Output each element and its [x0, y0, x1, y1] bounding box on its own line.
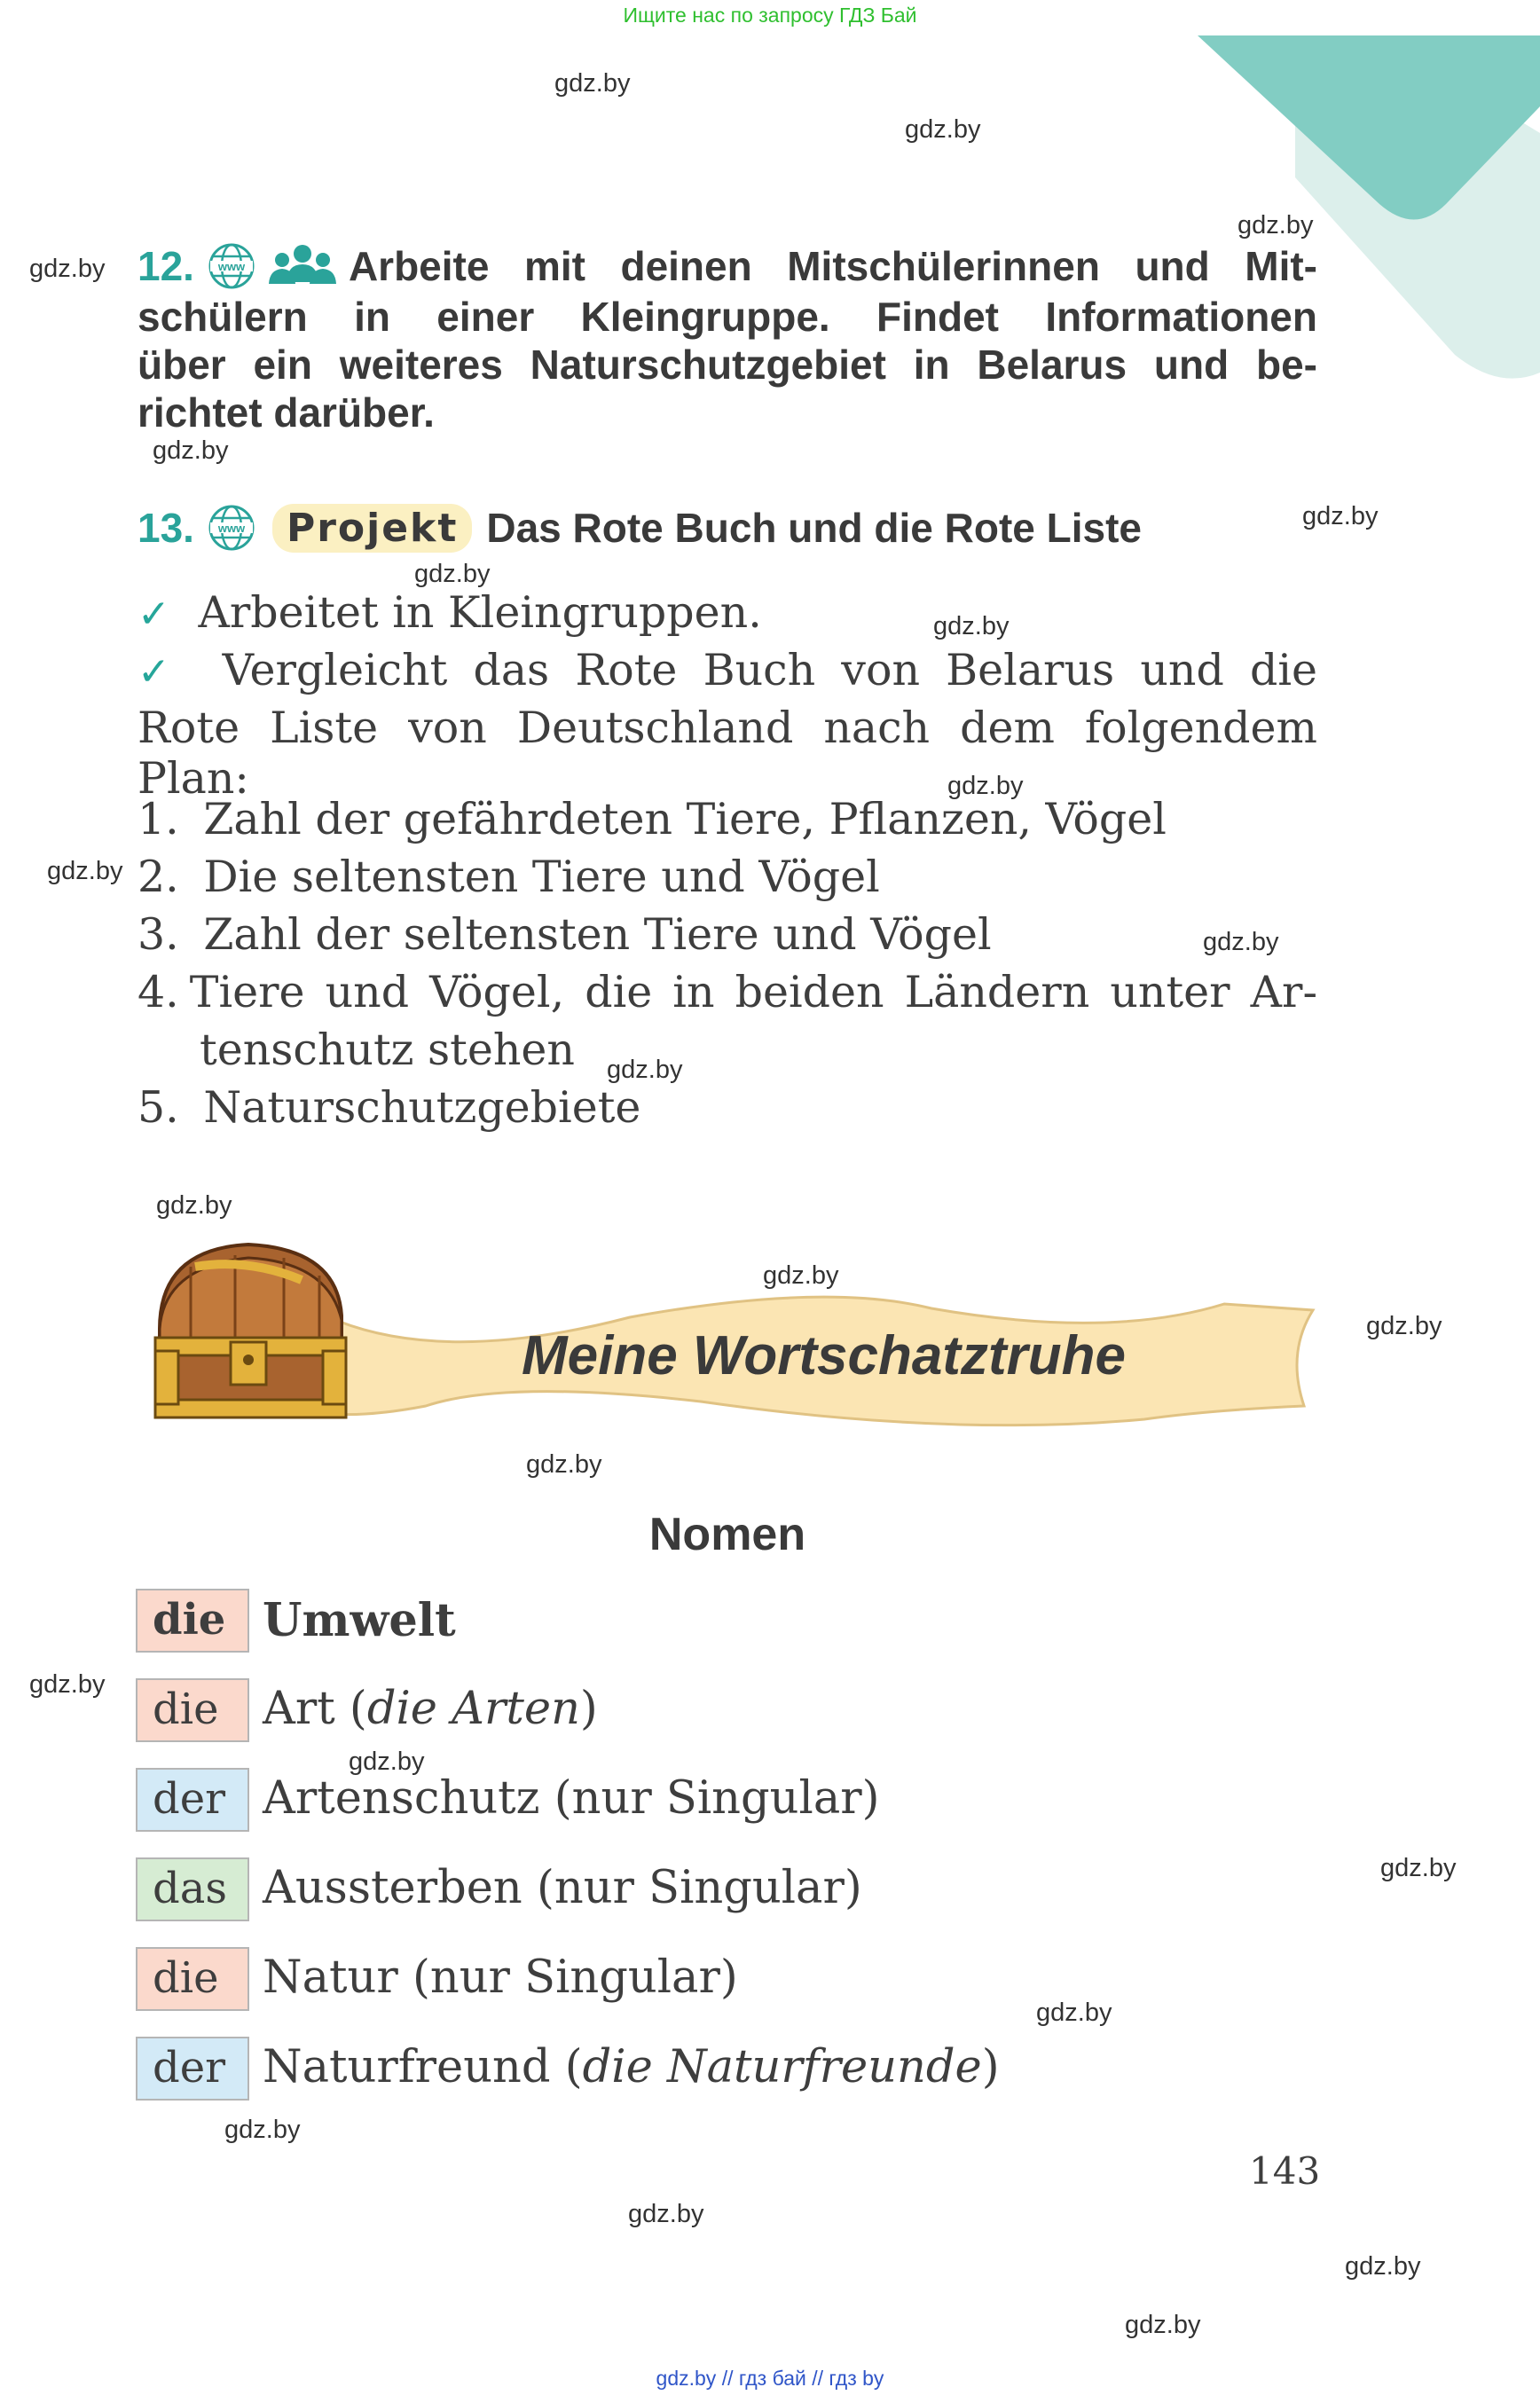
task-12-line: über ein weiteres Naturschutzgebiet in Belarus und be- — [138, 342, 1317, 388]
svg-text:www: www — [217, 260, 246, 273]
watermark: gdz.by — [763, 1261, 839, 1290]
article-der: der — [136, 1768, 249, 1832]
group-icon — [267, 241, 338, 291]
plan-item-continuation: tenschutz stehen — [200, 1025, 575, 1075]
banner-title: Meine Wortschatztruhe — [522, 1325, 1126, 1386]
task-12-line: richtet darüber. — [138, 389, 435, 436]
watermark: gdz.by — [628, 2200, 704, 2228]
article-der: der — [136, 2037, 249, 2101]
watermark: gdz.by — [1345, 2252, 1421, 2281]
task-12-line: Arbeite mit deinen Mitschülerinnen und Mit- — [348, 243, 1317, 289]
plan-item: 1. Zahl der gefährdeten Tiere, Pflanzen, Vögel — [138, 794, 1167, 844]
article-die: die — [136, 1589, 249, 1653]
noun-word: Natur (nur Singular) — [263, 1951, 738, 2004]
page-number: 143 — [1249, 2149, 1321, 2193]
watermark: gdz.by — [554, 69, 631, 98]
watermark: gdz.by — [349, 1747, 425, 1776]
project-badge: Projekt — [272, 504, 472, 553]
watermark: gdz.by — [1238, 211, 1314, 240]
watermark: gdz.by — [224, 2116, 301, 2144]
plan-item: 4. Tiere und Vögel, die in beiden Ländern unter Ar- — [138, 967, 1317, 1017]
plan-item: 3. Zahl der seltensten Tiere und Vögel — [138, 909, 992, 960]
noun-word: Artenschutz (nur Singular) — [263, 1772, 880, 1825]
noun-word: Art (die Arten) — [263, 1683, 598, 1735]
watermark: gdz.by — [29, 255, 106, 283]
task-13-header — [138, 497, 1142, 559]
check-item: ✓ Vergleicht das Rote Buch von Belarus und die — [138, 645, 1318, 695]
noun-word: Umwelt — [263, 1594, 456, 1647]
task-13-title: Das Rote Buch und die Rote Liste — [486, 505, 1142, 551]
task-number: 12. — [138, 243, 194, 289]
watermark: gdz.by — [526, 1450, 602, 1479]
watermark: gdz.by — [156, 1191, 232, 1220]
article-die: die — [136, 1947, 249, 2011]
watermark: gdz.by — [1380, 1854, 1457, 1882]
treasure-chest-icon — [142, 1231, 373, 1435]
footer-links[interactable]: gdz.by // гдз бай // гдз by — [656, 2367, 884, 2390]
svg-text:www: www — [217, 522, 246, 535]
check-item: ✓ Arbeitet in Kleingruppen. — [138, 587, 762, 638]
watermark: gdz.by — [947, 772, 1024, 800]
check-icon: ✓ — [138, 592, 170, 637]
article-die: die — [136, 1678, 249, 1742]
task-12 — [138, 240, 1317, 436]
watermark: gdz.by — [1036, 1999, 1112, 2027]
watermark: gdz.by — [905, 115, 981, 144]
vocab-heading: Nomen — [648, 1509, 806, 1560]
task-12-line: schülern in einer Kleingruppe. Findet Informationen — [138, 294, 1317, 340]
watermark: gdz.by — [1366, 1312, 1442, 1340]
plan-item: 2. Die seltensten Tiere und Vögel — [138, 852, 880, 902]
watermark: gdz.by — [414, 560, 491, 588]
check-item-continuation: Rote Liste von Deutschland nach dem folgendem Plan: — [138, 703, 1317, 804]
globe-www-icon — [207, 241, 256, 291]
watermark: gdz.by — [1302, 502, 1379, 530]
article-das: das — [136, 1857, 249, 1921]
check-icon: ✓ — [138, 649, 183, 695]
noun-word: Aussterben (nur Singular) — [263, 1862, 862, 1914]
watermark: gdz.by — [607, 1056, 683, 1084]
noun-word: Naturfreund (die Naturfreunde) — [263, 2041, 1000, 2093]
watermark: gdz.by — [47, 857, 123, 885]
plan-item: 5. Naturschutzgebiete — [138, 1082, 641, 1133]
watermark: gdz.by — [153, 436, 229, 465]
watermark: gdz.by — [1203, 928, 1279, 956]
task-number: 13. — [138, 505, 194, 551]
watermark: gdz.by — [1125, 2311, 1201, 2339]
globe-www-icon — [207, 503, 256, 553]
watermark: gdz.by — [933, 612, 1010, 640]
top-search-note: Ищите нас по запросу ГДЗ Бай — [623, 4, 917, 27]
watermark: gdz.by — [29, 1670, 106, 1699]
